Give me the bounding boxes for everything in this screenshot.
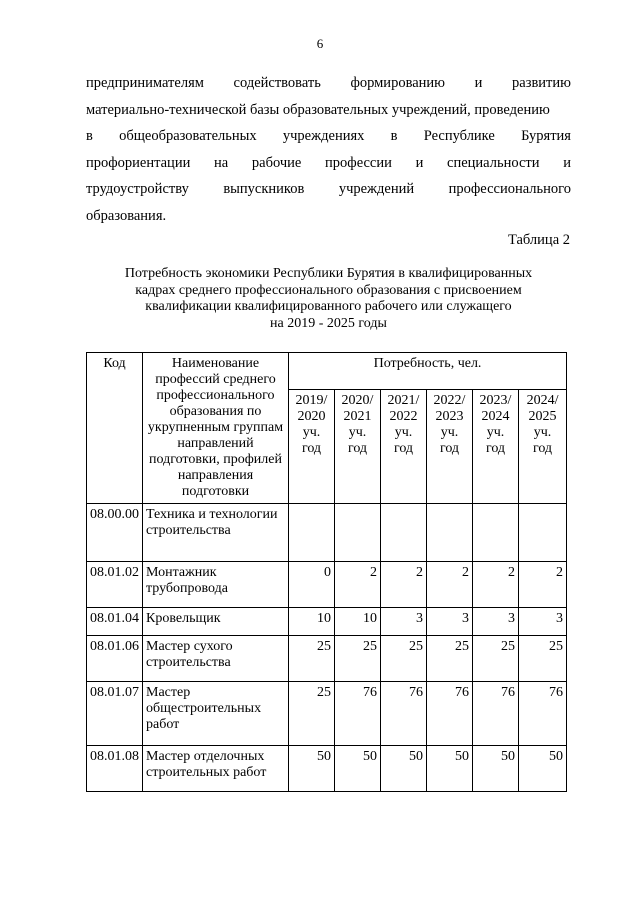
demand-header: Потребность, чел. xyxy=(289,353,567,390)
paragraph-line: в общеобразовательных учреждениях в Республике Бурятия xyxy=(86,128,571,145)
paragraph-line: трудоустройству выпускников учреждений профессионального xyxy=(86,181,571,198)
year-header: 2023/ 2024 уч. год xyxy=(473,389,519,503)
header-row xyxy=(87,353,567,390)
paragraph-line: материально-технической базы образовательных учреждений, проведению xyxy=(86,101,550,118)
table-row: 08.01.08 Мастер отделочных строительных работ 50 50 50 50 50 50 xyxy=(87,746,567,792)
table-row: 08.01.02 Монтажник трубопровода 0 2 2 2 2 2 xyxy=(87,562,567,608)
year-header: 2019/ 2020 уч. год xyxy=(289,389,335,503)
page-number: 6 xyxy=(316,36,324,51)
code-header: Код xyxy=(87,353,143,504)
table-row: 08.01.07 Мастер общестроительных работ 25 76 76 76 76 76 xyxy=(87,682,567,746)
paragraph-line: предпринимателям содействовать формированию и развитию xyxy=(86,75,571,91)
demand-table xyxy=(86,352,567,792)
table-row: 08.00.00 Техника и технологии строительства xyxy=(87,504,567,562)
name-header: Наименование профессий среднего профессионального образования по укрупненным группам направлений подготовки, профилей направления подготовки xyxy=(143,353,289,504)
year-header: 2021/ 2022 уч. год xyxy=(381,389,427,503)
paragraph-line: профориентации на рабочие профессии и специальности и xyxy=(86,154,571,171)
table-title: Потребность экономики Республики Бурятия в квалифицированных кадрах среднего профессионального образования с присвоением квалификации квалифицированного рабочего или служащего на 2019 - 2025 годы xyxy=(124,266,533,331)
table-label: Таблица 2 xyxy=(507,232,570,248)
body-paragraph xyxy=(86,70,571,230)
year-header: 2022/ 2023 уч. год xyxy=(427,389,473,503)
table-row: 08.01.04 Кровельщик 10 10 3 3 3 3 xyxy=(87,608,567,636)
table-row: 08.01.06 Мастер сухого строительства 25 25 25 25 25 25 xyxy=(87,636,567,682)
year-header: 2020/ 2021 уч. год xyxy=(335,389,381,503)
paragraph-line: образования. xyxy=(86,207,167,224)
year-header: 2024/ 2025 уч. год xyxy=(519,389,567,503)
